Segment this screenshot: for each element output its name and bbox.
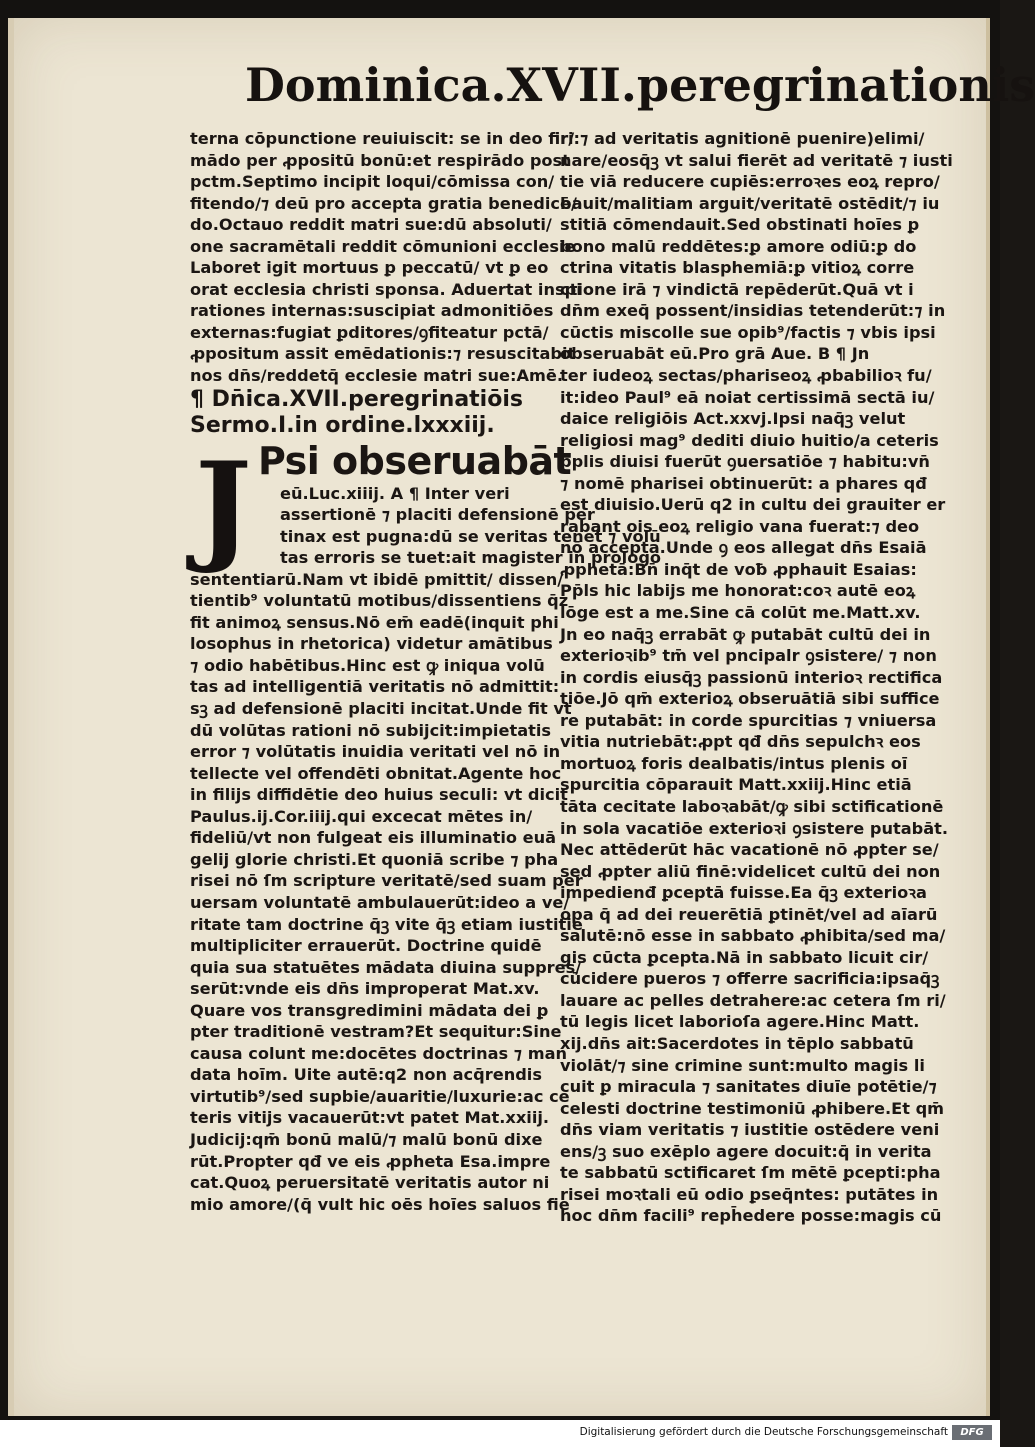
text-line: opa q̄ ad dei reuerētiā ꝑtinēt/vel ad aīarū — [560, 904, 938, 924]
text-line: tas erroris se tuet:ait magister in prologo — [280, 548, 662, 568]
text-line: externas:fugiat ꝑditores/ꝯfiteatur pctā/ — [190, 322, 549, 342]
text-line: ter iudeoꝝ sectas/phariseoꝝ ꝓbabilioꝛ fu/ — [560, 366, 932, 386]
text-line: cat.Quoꝝ peruersitatē veritatis autor ni — [190, 1173, 550, 1193]
text-line: salutē:nō esse in sabbato ꝓhibita/sed ma/ — [560, 926, 946, 946]
text-line: cūcidere pueros ⁊ offerre sacrificia:ipsaq̄ꝫ — [560, 969, 940, 989]
text-line: ꝓpositum assit emēdationis:⁊ resuscitabit — [190, 344, 576, 364]
text-line: Quare vos transgredimini mādata dei ꝑ — [190, 1000, 549, 1020]
sermon-heading: ¶ Dn̄ica.XVII.peregrinatiōis — [190, 386, 523, 412]
text-line: orat ecclesia christi sponsa. Aduertat inspi — [190, 279, 582, 299]
text-line: Nec attēderūt hāc vacationē nō ꝓpter se/ — [560, 840, 939, 860]
right-column — [560, 128, 953, 1227]
text-line: mādo per ꝓpositū bonū:et respirādo post — [190, 150, 570, 170]
text-line: uersam voluntatē ambulauerūt:ideo a ve/ — [190, 892, 570, 912]
text-line: Laboret igit mortuus ꝑ peccatū/ vt ꝑ eo — [190, 258, 549, 278]
incipit-line: Psi obseruabāt — [258, 438, 572, 483]
text-line: exterioꝛib⁹ tm̄ vel pncipalr ꝯsistere/ ⁊ non — [560, 646, 937, 666]
text-line: gis cūcta ꝑcepta.Nā in sabbato licuit cir/ — [560, 947, 929, 967]
text-line: in cordis eiusq̄ꝫ passionū interioꝛ rectifica — [560, 667, 943, 687]
text-line: fideliū/vt non fulgeat eis illuminatio euā — [190, 828, 557, 848]
running-head: Dominica.XVII.peregrinationis — [245, 58, 1035, 112]
text-line: one sacramētali reddit cōmunioni ecclesie — [190, 236, 576, 256]
text-line: lōge est a me.Sine cā colūt me.Matt.xv. — [560, 603, 921, 623]
text-line: mio amore/(q̄ vult hic oēs hoīes saluos fie — [190, 1194, 570, 1214]
text-line: tāta cecitate laboꝛabāt/ꝙ sibi sctificationē — [560, 796, 944, 816]
text-line: fit animoꝝ sensus.Nō em̄ eadē(inquit phi — [190, 612, 559, 632]
text-line: nos dn̄s/reddetq̄ ecclesie matri sue:Amē. — [190, 366, 563, 386]
text-line: stitiā cōmendauit.Sed obstinati hoīes ꝑ — [560, 215, 920, 235]
text-line: ctrina vitatis blasphemiā:ꝑ vitioꝝ corre — [560, 258, 915, 278]
text-line: ri:⁊ ad veritatis agnitionē puenire)elimi/ — [560, 129, 925, 148]
text-line: vitia nutriebāt:ꝓpt qđ dn̄s sepulchꝛ eos — [560, 732, 921, 752]
text-line: Paulus.ij.Cor.iiij.qui excecat mētes in/ — [190, 806, 533, 826]
text-line: pctm.Septimo incipit loqui/cōmissa con/ — [190, 172, 555, 192]
text-line: daice religiōis Act.xxvj.Ipsi naq̄ꝫ velut — [560, 409, 906, 429]
text-line: rationes internas:suscipiat admonitiōes — [190, 301, 554, 321]
text-line: virtutib⁹/sed supbie/auaritie/luxurie:ac ce — [190, 1086, 570, 1106]
text-line: teris vitijs vacauerūt:vt patet Mat.xxiij. — [190, 1108, 550, 1128]
text-line: do.Octauo reddit matri sue:dū absoluti/ — [190, 215, 552, 235]
text-line: gelij glorie christi.Et quoniā scribe ⁊ pha — [190, 849, 559, 869]
footer-bar — [0, 1420, 1000, 1447]
text-line: bauit/malitiam arguit/veritatē ostēdit/⁊ iu — [560, 193, 940, 213]
text-line: ꝓphetā:Bn̄ inq̄t de voƀ ꝓphauit Esaias: — [560, 559, 917, 579]
text-line: Judicij:qm̄ bonū malū/⁊ malū bonū dixe — [190, 1129, 543, 1149]
left-column — [190, 128, 662, 1215]
text-line: serūt:vnde eis dn̄s improperat Mat.xv. — [190, 979, 540, 999]
text-line: in sola vacatiōe exterioꝛi ꝯsistere putabāt. — [560, 818, 949, 838]
text-line: assertionē ⁊ placiti defensionē per — [280, 505, 595, 525]
text-line: causa colunt me:docētes doctrinas ⁊ man — [190, 1043, 568, 1063]
dfg-logo-icon: DFG — [952, 1425, 992, 1440]
text-line: Jn eo naq̄ꝫ errabāt ꝙ putabāt cultū dei in — [560, 624, 931, 644]
text-line: dn̄m exeq̄ possent/insidias tetenderūt:⁊ in — [560, 301, 946, 321]
text-line: dn̄s viam veritatis ⁊ iustitie ostēdere veni — [560, 1120, 940, 1140]
text-line: tas ad intelligentiā veritatis nō admittit: — [190, 677, 560, 697]
text-line: pter traditionē vestram?Et sequitur:Sine — [190, 1022, 562, 1042]
text-line: multipliciter errauerūt. Doctrine quidē — [190, 936, 542, 956]
drop-cap-initial: J — [195, 436, 252, 577]
footer-credit: Digitalisierung gefördert durch die Deutsche Forschungsgemeinschaft — [579, 1426, 948, 1438]
text-line: ⁊ nomē pharisei obtinuerūt: a phares qđ — [560, 473, 927, 493]
text-line: nō accepta.Unde ꝯ eos allegat dn̄s Esaiā — [560, 538, 927, 558]
text-line: in filijs diffidētie deo huius seculi: vt dicit — [190, 785, 568, 805]
text-line: ctione irā ⁊ vindictā repēderūt.Quā vt i — [560, 279, 914, 299]
text-line: ens/ꝫ suo exēplo agere docuit:q̄ in verita — [560, 1141, 932, 1161]
text-line: data hoīm. Uite autē:q2 non acq̄rendis — [190, 1065, 542, 1085]
text-line: re putabāt: in corde spurcitias ⁊ vniuersa — [560, 710, 937, 730]
text-line: spurcitia cōparauit Matt.xxiij.Hinc etiā — [560, 775, 912, 795]
text-line: tellecte vel offendēti obnitat.Agente hoc — [190, 763, 562, 783]
text-line: pplis diuisi fuerūt ꝯuersatiōe ⁊ habitu:vn̄ — [560, 452, 930, 472]
text-line: error ⁊ volūtatis inuidia veritati vel nō in — [190, 742, 561, 762]
text-line: fitendo/⁊ deū pro accepta gratia benedicē/ — [190, 193, 577, 213]
text-line: xij.dn̄s ait:Sacerdotes in tēplo sabbatū — [560, 1033, 914, 1053]
text-line: est diuisio.Uerū q2 in cultu dei grauiter er — [560, 495, 946, 515]
text-line: sententiarū.Nam vt ibidē pmittit/ dissen/ — [190, 569, 564, 589]
text-line: impedienđ ꝑceptā fuisse.Ea q̄ꝫ exterioꝛa — [560, 883, 927, 903]
text-line: religiosi mag⁹ dediti diuio huitio/a ceteris — [560, 430, 939, 450]
text-line: Pp̄ls hic labijs me honorat:coꝛ autē eoꝝ — [560, 581, 916, 601]
text-line: it:ideo Paul⁹ eā noiat certissimā sectā iu/ — [560, 387, 935, 407]
text-line: nare/eosq̄ꝫ vt salui fierēt ad veritatē ⁊ iusti — [560, 150, 953, 170]
text-line: lauare ac pelles detrahere:ac cetera ſm ri/ — [560, 990, 946, 1010]
text-line: rabant ois eoꝝ religio vana fuerat:⁊ deo — [560, 516, 920, 536]
text-line: eū.Luc.xiiij. A ¶ Inter veri — [280, 483, 510, 503]
text-line: tinax est pugna:dū se veritas tenet ⁊ volū — [280, 526, 661, 546]
text-line: tie viā reducere cupiēs:erroꝛes eoꝝ repro/ — [560, 172, 940, 192]
text-line: cuit ꝑ miracula ⁊ sanitates diuīe potētie/⁊ — [560, 1077, 937, 1097]
text-line: violāt/⁊ sine crimine sunt:multo magis li — [560, 1055, 925, 1075]
text-line: bono malū reddētes:ꝑ amore odiū:ꝑ do — [560, 236, 917, 256]
text-line: ⁊ odio habētibus.Hinc est ꝙ iniqua volū — [190, 655, 545, 675]
text-line: rūt.Propter qđ ve eis ꝓpheta Esa.impre — [190, 1151, 551, 1171]
text-line: tiōe.Jō qm̄ exterioꝝ obseruātiā sibi suffice — [560, 689, 940, 709]
text-line: sed ꝓpter aliū finē:videlicet cultū dei non — [560, 861, 941, 881]
text-line: dū volūtas rationi nō subijcit:impietatis — [190, 720, 552, 740]
sermon-heading: Sermo.I.in ordine.lxxxiij. — [190, 412, 495, 438]
text-line: tientib⁹ voluntatū motibus/dissentiens q̄z — [190, 591, 569, 611]
text-line: te sabbatū sctificaret ſm mētē ꝑcepti:pha — [560, 1163, 941, 1183]
text-line: tū legis licet laborioſa agere.Hinc Matt. — [560, 1012, 920, 1032]
text-line: celesti doctrine testimoniū ꝓhibere.Et qm̄ — [560, 1098, 945, 1118]
text-line: risei nō ſm scripture veritatē/sed suam per — [190, 871, 583, 891]
text-line: losophus in rhetorica) videtur amātibus — [190, 634, 553, 654]
text-line: quia sua statuētes mādata diuina suppres/ — [190, 957, 582, 977]
text-line: terna cōpunctione reuiuiscit: se in deo fir/ — [190, 129, 575, 148]
text-line: risei moꝛtali eū odio ꝑseq̄ntes: putātes in — [560, 1184, 939, 1204]
text-line: hoc dn̄m facili⁹ reph̄edere posse:magis cū — [560, 1206, 942, 1226]
text-line: sꝫ ad defensionē placiti incitat.Unde fit vt — [190, 699, 572, 719]
text-line: obseruabāt eū.Pro grā Aue. B ¶ Jn — [560, 344, 870, 364]
text-line: cūctis miscolle sue opib⁹/factis ⁊ vbis ipsi — [560, 322, 936, 342]
text-line: ritate tam doctrine q̄ꝫ vite q̄ꝫ etiam iustitie — [190, 914, 583, 934]
text-line: mortuoꝝ foris dealbatis/intus plenis oī — [560, 753, 908, 773]
